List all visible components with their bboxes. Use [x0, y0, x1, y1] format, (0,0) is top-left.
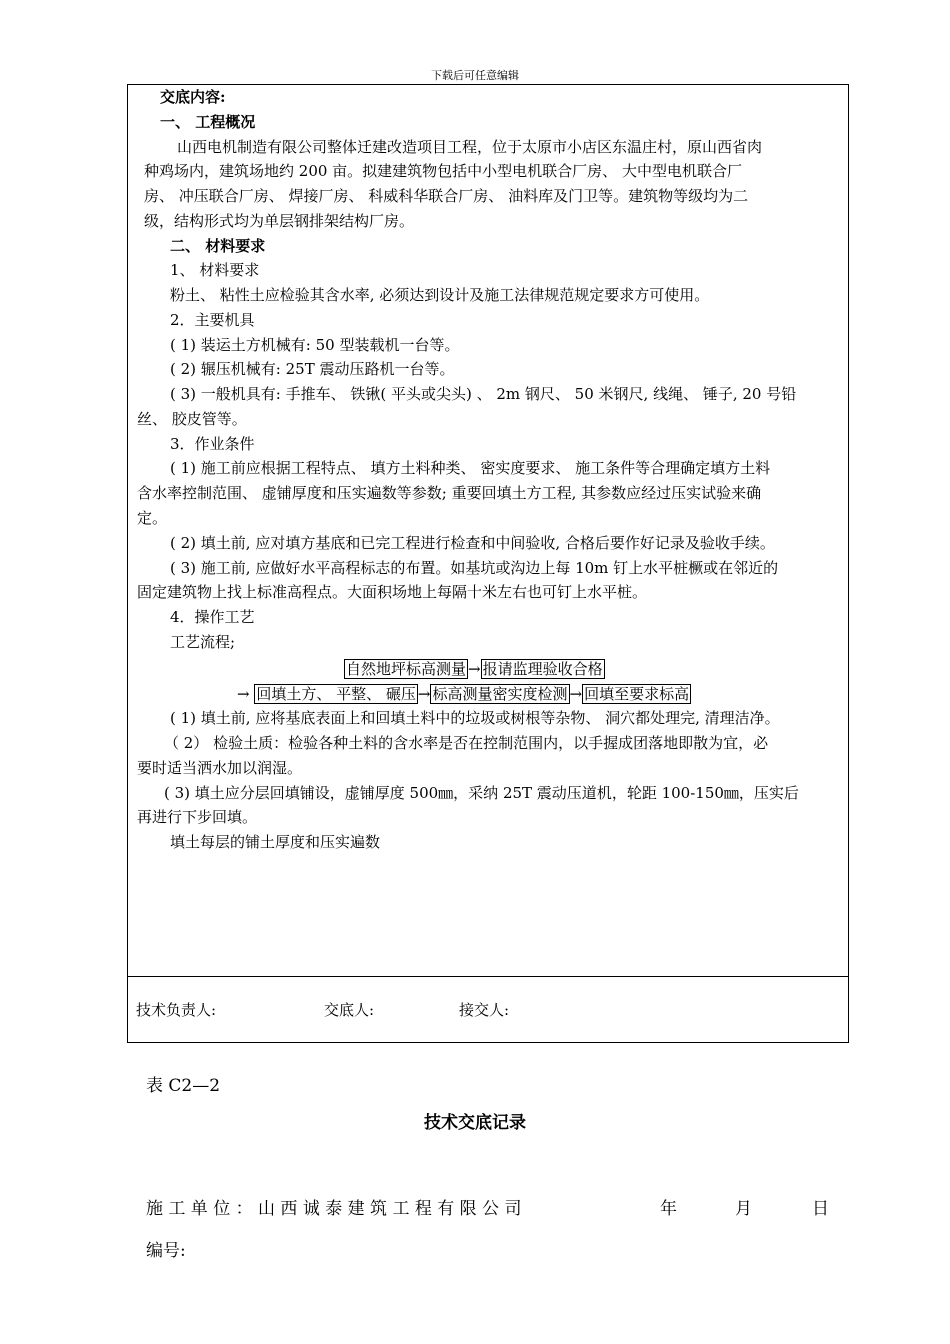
flow-step: 报请监理验收合格: [482, 660, 603, 678]
paragraph-line: 级，结构形式均为单层钢排架结构厂房。: [144, 212, 415, 230]
flow-step: 回填土方、 平整、 碾压: [256, 685, 416, 703]
page-header: 下载后可任意编辑: [431, 69, 519, 82]
paragraph-line: 含水率控制范围、 虚铺厚度和压实遍数等参数; 重要回填土方工程, 其参数应经过压实试验来确: [137, 484, 762, 502]
paragraph-line: ( 1) 填土前, 应将基底表面上和回填土料中的垃圾或树根等杂物、 洞穴都处理完, 清理洁净。: [170, 709, 780, 727]
paragraph-line: 4．操作工艺: [170, 608, 255, 626]
date-month: 月: [735, 1199, 752, 1219]
date-year: 年: [660, 1199, 677, 1219]
form-number: 表 C2—2: [146, 1076, 221, 1096]
paragraph-line: 粉土、 粘性土应检验其含水率, 必须达到设计及施工法律规范规定要求方可使用。: [170, 286, 710, 304]
document-title: 技术交底记录: [424, 1113, 526, 1133]
receiver-label: 接交人:: [459, 1001, 510, 1019]
presenter-label: 交底人:: [324, 1001, 375, 1019]
arrow-icon: →: [468, 660, 481, 678]
arrow-icon: →: [569, 685, 583, 703]
flow-step: 自然地坪标高测量: [346, 660, 467, 678]
paragraph-line: 要时适当洒水加以润湿。: [137, 759, 303, 777]
construction-unit: 施 工 单 位 ： 山 西 诚 泰 建 筑 工 程 有 限 公 司: [146, 1199, 522, 1219]
paragraph-line: 1、 材料要求: [170, 261, 260, 279]
paragraph-line: ( 3) 填土应分层回填铺设，虚铺厚度 500㎜，采纳 25T 震动压道机，轮距 100-150㎜，压实后: [164, 784, 799, 802]
paragraph-line: （ 2） 检验土质：检验各种土料的含水率是否在控制范围内，以手握成团落地即散为宜，必: [164, 734, 769, 752]
paragraph-line: ( 1) 装运土方机械有: 50 型装载机一台等。: [170, 336, 460, 354]
section-heading: 交底内容:: [160, 88, 226, 106]
paragraph-line: 固定建筑物上找上标准高程点。大面积场地上每隔十米左右也可钉上水平桩。: [137, 583, 648, 601]
paragraph-line: 定。: [137, 509, 168, 527]
section-heading: 一、 工程概况: [160, 113, 256, 131]
paragraph-line: 丝、 胶皮管等。: [137, 410, 247, 428]
arrow-icon: →: [417, 685, 431, 703]
paragraph-line: ( 3) 施工前, 应做好水平高程标志的布置。如基坑或沟边上每 10m 钉上水平桩橛或在邻近的: [170, 559, 779, 577]
paragraph-line: 填土每层的铺土厚度和压实遍数: [170, 833, 381, 851]
paragraph-line: 山西电机制造有限公司整体迁建改造项目工程，位于太原市小店区东温庄村，原山西省肉: [177, 138, 763, 156]
arrow-icon: →: [237, 685, 250, 703]
paragraph-line: ( 1) 施工前应根据工程特点、 填方土料种类、 密实度要求、 施工条件等合理确定填方土料: [170, 459, 771, 477]
number-label: 编号:: [146, 1241, 186, 1261]
paragraph-line: 3．作业条件: [170, 435, 255, 453]
tech-lead-label: 技术负责人:: [136, 1001, 217, 1019]
flow-step: 回填至要求标高: [584, 685, 690, 703]
paragraph-line: ( 3) 一般机具有: 手推车、 铁锹( 平头或尖头) 、 2m 钢尺、 50 米钢尺, 线绳、 锤子, 20 号铅: [170, 385, 797, 403]
section-heading: 二、 材料要求: [170, 237, 266, 255]
paragraph-line: ( 2) 辗压机械有: 25T 震动压路机一台等。: [170, 360, 455, 378]
process-flow-row-2: [237, 683, 691, 704]
date-day: 日: [812, 1199, 829, 1219]
paragraph-line: ( 2) 填土前, 应对填方基底和已完工程进行检查和中间验收, 合格后要作好记录及验收手续。: [170, 534, 775, 552]
table-divider: [127, 976, 849, 977]
paragraph-line: 再进行下步回填。: [137, 808, 258, 826]
paragraph-line: 种鸡场内，建筑场地约 200 亩。拟建建筑物包括中小型电机联合厂房、 大中型电机联合厂: [144, 162, 742, 180]
paragraph-line: 房、 冲压联合厂房、 焊接厂房、 科威科华联合厂房、 油料库及门卫等。建筑物等级均为二: [144, 187, 749, 205]
paragraph-line: 工艺流程;: [170, 633, 236, 651]
paragraph-line: 2．主要机具: [170, 311, 255, 329]
flow-step: 标高测量密实度检测: [432, 685, 568, 703]
process-flow-row-1: [344, 658, 605, 679]
